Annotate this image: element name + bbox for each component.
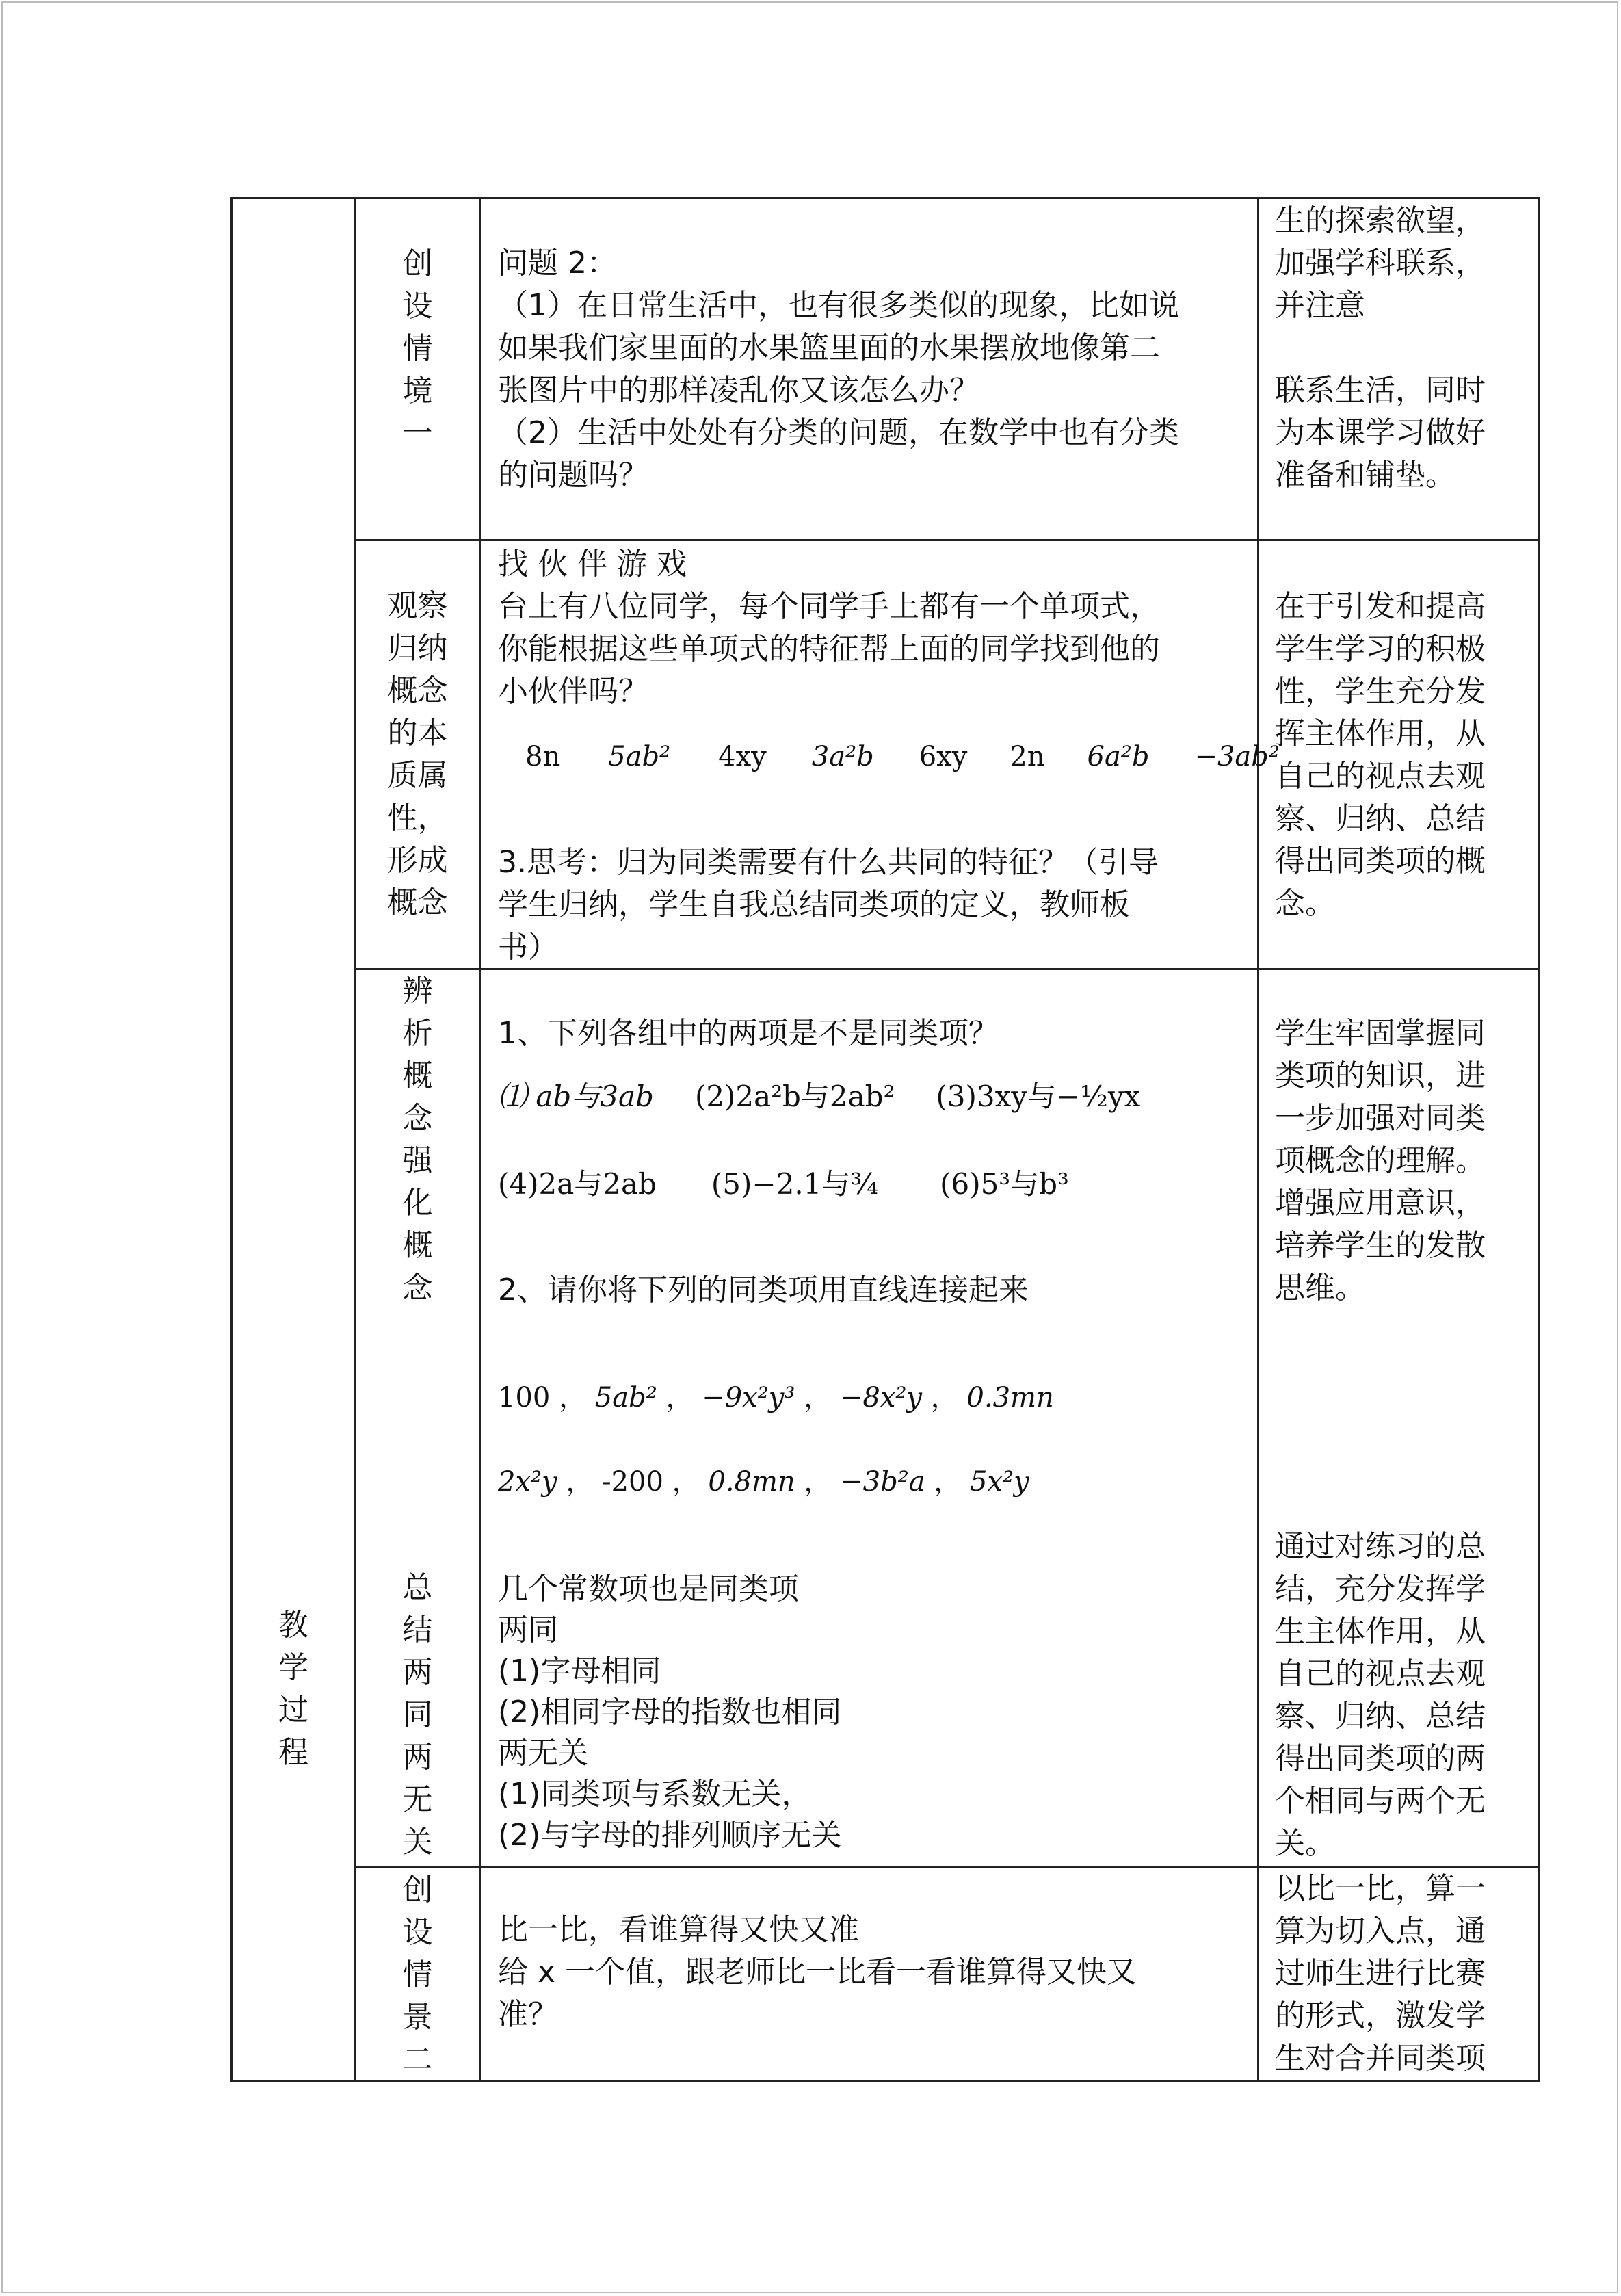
content-line: 学生归纳，学生自我总结同类项的定义，教师板	[498, 887, 1130, 922]
intent-line: 得出同类项的概	[1275, 844, 1486, 878]
content-line: 两同	[498, 1613, 558, 1647]
terms-row-1: 100 ， 5ab² ， −9x²y³ ， −8x²y ， 0.3mn	[498, 1382, 1054, 1413]
intent-line: 自己的视点去观	[1275, 759, 1486, 794]
pair: (2)2a²b与2ab²	[694, 1080, 895, 1113]
intent-line: 个相同与两个无	[1275, 1784, 1486, 1818]
intent-line: 联系生活，同时	[1275, 373, 1486, 408]
term: −9x²y³	[702, 1382, 795, 1413]
question-1: 1、下列各组中的两项是不是同类项？	[498, 1016, 999, 1051]
column-divider-2	[479, 197, 481, 2082]
content-line: （2）生活中处处有分类的问题，在数学中也有分类	[498, 415, 1179, 450]
content-line: 问题 2：	[498, 246, 617, 281]
monomial: 3a²b	[811, 741, 874, 772]
intent-line: 类项的知识，进	[1275, 1058, 1486, 1093]
pair: (3)3xy与−½yx	[936, 1080, 1141, 1113]
pair: ⑴ ab与3ab	[498, 1080, 654, 1113]
content-line: 3.思考：归为同类需要有什么共同的特征？（引导	[498, 845, 1159, 880]
intent-line: 得出同类项的两	[1275, 1741, 1486, 1776]
intent-line: 以比一比，算一	[1275, 1871, 1486, 1906]
content-line: (1)字母相同	[498, 1654, 661, 1688]
intent-line: 加强学科联系，	[1275, 246, 1486, 281]
intent-line: 一步加强对同类	[1275, 1101, 1486, 1136]
content-line: 如果我们家里面的水果篮里面的水果摆放地像第二	[498, 330, 1160, 365]
pairs-row-2	[498, 1163, 1069, 1205]
term: 5ab²	[594, 1382, 657, 1413]
intent-line: 过师生进行比赛	[1275, 1956, 1486, 1991]
term: 0.8mn	[708, 1466, 795, 1498]
intent-line: 学生学习的积极	[1275, 631, 1486, 666]
term: 100	[498, 1382, 551, 1413]
monomial: 2n	[1010, 741, 1045, 772]
intent-line: 算为切入点，通	[1275, 1914, 1486, 1948]
content-line: 台上有八位同学，每个同学手上都有一个单项式，	[498, 589, 1160, 624]
term: 2x²y	[498, 1466, 557, 1498]
intent-line: 在于引发和提高	[1275, 589, 1486, 624]
content-line: (1)同类项与系数无关，	[498, 1777, 812, 1812]
pairs-row-1	[498, 1075, 1140, 1118]
monomial: 5ab²	[608, 741, 671, 772]
monomial: −3ab²	[1194, 741, 1280, 772]
content-line: 两无关	[498, 1736, 588, 1771]
content-line: (2)相同字母的指数也相同	[498, 1695, 842, 1730]
term: 5x²y	[970, 1466, 1029, 1498]
content-line: 你能根据这些单项式的特征帮上面的同学找到他的	[498, 631, 1160, 666]
question-2: 2、请你将下列的同类项用直线连接起来	[498, 1273, 1029, 1307]
monomial: 8n	[525, 741, 561, 772]
stage-label-scenario-2: 创 设 情 景 二	[402, 1873, 433, 2077]
intent-line: 的形式，激发学	[1275, 1998, 1486, 2033]
pair: (6)5³与b³	[940, 1167, 1069, 1201]
intent-line: 结，充分发挥学	[1275, 1571, 1486, 1606]
term: 0.3mn	[966, 1382, 1054, 1413]
term: −3b²a	[840, 1466, 925, 1498]
intent-line: 挥主体作用，从	[1275, 716, 1486, 751]
monomial: 4xy	[718, 741, 767, 772]
term: -200	[602, 1466, 663, 1498]
pair: (5)−2.1与¾	[711, 1167, 879, 1201]
section-label: 教 学 过 程	[278, 1608, 308, 1770]
content-line: (2)与字母的排列顺序无关	[498, 1818, 842, 1853]
content-line: （1）在日常生活中，也有很多类似的现象，比如说	[498, 288, 1179, 323]
content-line: 给 x 一个值，跟老师比一比看一看谁算得又快又	[498, 1955, 1137, 1990]
monomial: 6xy	[919, 741, 968, 772]
stage-label-summary: 总 结 两 同 两 无 关	[402, 1570, 433, 1860]
intent-line: 生主体作用，从	[1275, 1614, 1486, 1649]
intent-line: 察、归纳、总结	[1275, 1699, 1486, 1734]
intent-line: 性，学生充分发	[1275, 674, 1486, 709]
intent-line: 念。	[1275, 886, 1335, 921]
intent-line: 并注意	[1275, 288, 1365, 323]
stage-label-scenario-1: 创 设 情 境 一	[402, 246, 433, 451]
intent-line: 为本课学习做好	[1275, 415, 1486, 450]
content-line: 的问题吗？	[498, 458, 648, 493]
intent-line: 关。	[1275, 1826, 1335, 1861]
table-border-right	[1538, 197, 1540, 2082]
intent-line: 通过对练习的总	[1275, 1529, 1486, 1564]
intent-line: 增强应用意识，	[1275, 1186, 1486, 1221]
intent-line: 准备和铺垫。	[1275, 458, 1455, 493]
intent-line: 生对合并同类项	[1275, 2041, 1486, 2076]
table-border-top	[230, 197, 1540, 199]
content-line: 张图片中的那样凌乱你又该怎么办？	[498, 373, 979, 408]
intent-line: 学生牢固掌握同	[1275, 1016, 1486, 1051]
game-title: 找 伙 伴 游 戏	[498, 547, 687, 582]
stage-label-observe-induce: 观察 归纳 概念 的本 质属 性， 形成 概念	[387, 588, 448, 920]
stage-label-discriminate: 辨 析 概 念 强 化 概 念	[402, 974, 433, 1305]
monomial: 6a²b	[1087, 741, 1150, 772]
intent-line: 培养学生的发散	[1275, 1228, 1486, 1263]
row-divider-1	[354, 539, 1540, 541]
content-line: 小伙伴吗？	[498, 674, 648, 709]
intent-line: 自己的视点去观	[1275, 1656, 1486, 1691]
monomial-cards	[525, 735, 1280, 778]
intent-line: 生的探索欲望，	[1275, 203, 1486, 238]
content-line: 比一比，看谁算得又快又准	[498, 1912, 859, 1947]
table-border-left	[230, 197, 233, 2082]
content-line: 准？	[498, 1997, 558, 2032]
pair: (4)2a与2ab	[498, 1167, 657, 1201]
content-line: 几个常数项也是同类项	[498, 1571, 799, 1606]
term: −8x²y	[839, 1382, 922, 1413]
intent-line: 察、归纳、总结	[1275, 801, 1486, 836]
column-divider-3	[1257, 197, 1259, 2082]
terms-row-2: 2x²y ， -200 ， 0.8mn ， −3b²a ， 5x²y	[498, 1466, 1029, 1498]
intent-line: 项概念的理解。	[1275, 1143, 1486, 1178]
content-line: 书）	[498, 930, 558, 965]
intent-line: 思维。	[1275, 1270, 1365, 1305]
